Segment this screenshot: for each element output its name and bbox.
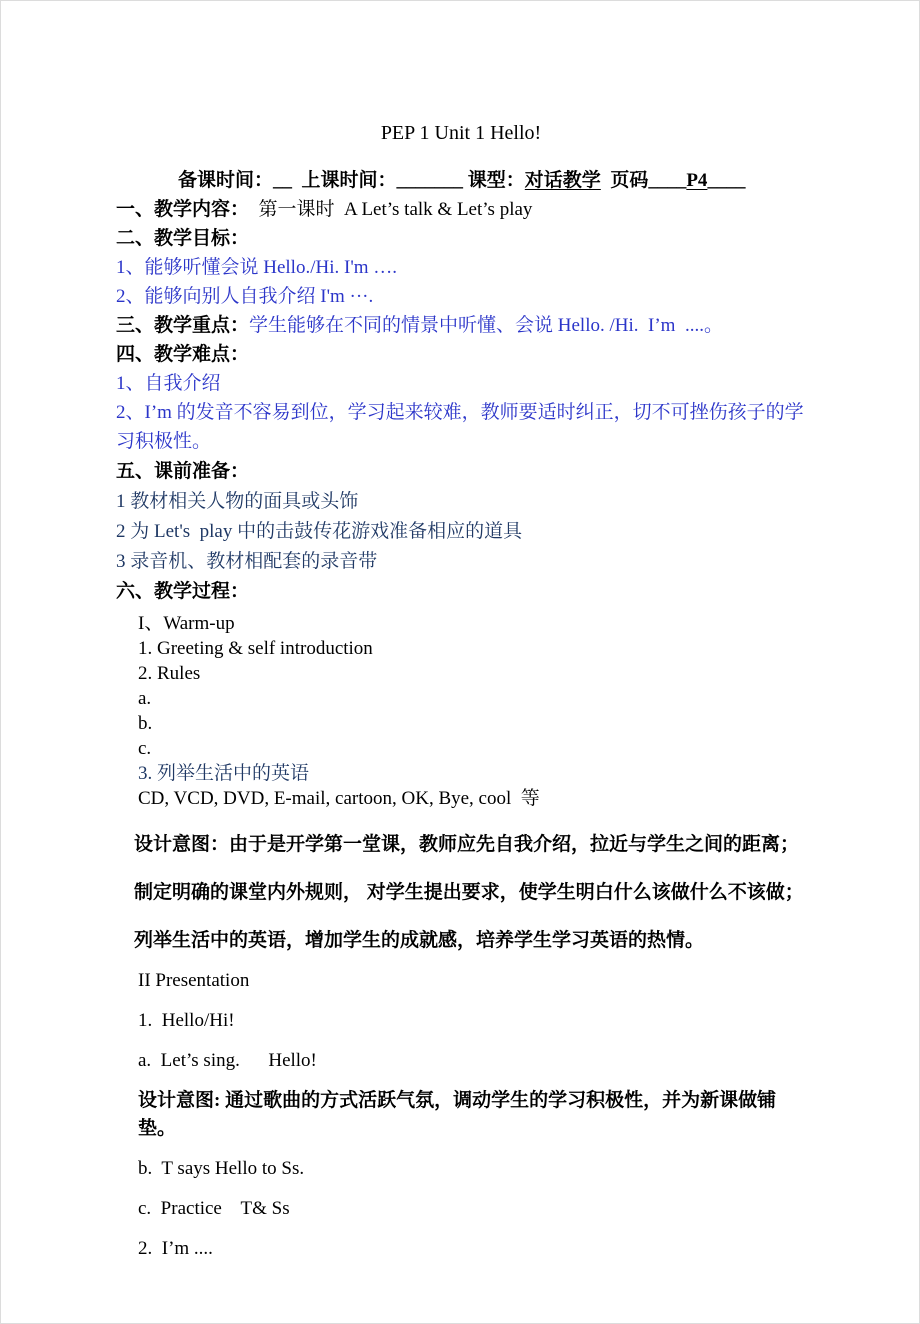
overview-section (116, 195, 806, 456)
text-segment: 上课时间： (292, 170, 397, 191)
heading-teaching-process (116, 577, 806, 607)
heading-class-preparation (116, 457, 806, 487)
text-segment: b. (138, 713, 153, 734)
text-segment: 1、能够听懂会说 Hello./Hi. I'm …. (116, 257, 398, 278)
presentation-item-1c (138, 1195, 806, 1223)
text-segment: 学生能够在不同的情景中听懂、会说 Hello. /Hi. I’m ....。 (249, 315, 723, 336)
text-segment: __ (273, 170, 293, 191)
text-segment: c. (138, 738, 152, 759)
warmup-item-3 (138, 761, 806, 786)
text-segment: 一、教学内容： (116, 199, 250, 220)
presentation-heading (138, 967, 806, 995)
text-segment: 三、教学重点： (116, 315, 250, 336)
text-segment: 3. 列举生活中的英语 (138, 763, 310, 784)
meta-section (116, 166, 806, 195)
text-segment: 1. Greeting & self introduction (138, 638, 373, 659)
text-segment: a. (138, 688, 152, 709)
text-segment: 1 教材相关人物的面具或头饰 (116, 491, 359, 512)
design-intent-paragraph-2 (134, 879, 806, 907)
text-segment: 3 录音机、教材相配套的录音带 (116, 551, 378, 572)
english-examples-line (138, 786, 806, 811)
text-segment: 设计意图：由于是开学第一堂课，教师应先自我介绍，拉近与学生之间的距离； (134, 834, 800, 855)
text-segment: a. Let’s sing. Hello! (138, 1050, 317, 1071)
presentation-item-1a (138, 1047, 806, 1075)
difficulty-item-2 (116, 398, 806, 456)
text-segment: II Presentation (138, 970, 250, 991)
heading-teaching-difficulty (116, 340, 806, 369)
text-segment: _______ (396, 170, 464, 191)
text-segment: 2. I’m .... (138, 1238, 213, 1259)
warmup-heading (138, 611, 806, 636)
warmup-item-2 (138, 661, 806, 686)
text-segment: 第一课时 A Let’s talk & Let’s play (249, 199, 533, 220)
design-intent-section (116, 831, 806, 955)
text-segment: ____ (707, 170, 746, 191)
text-segment: 2、能够向别人自我介绍 I'm ···. (116, 286, 374, 307)
design-intent-paragraph-4 (138, 1087, 806, 1143)
text-segment: CD, VCD, DVD, E-mail, cartoon, OK, Bye, cool 等 (138, 788, 540, 809)
goal-item-2 (116, 282, 806, 311)
text-segment: 页码 (600, 170, 649, 191)
text-segment: 对话教学 (524, 170, 601, 191)
text-segment: c. Practice T& Ss (138, 1198, 290, 1219)
difficulty-item-1 (116, 369, 806, 398)
document-title: PEP 1 Unit 1 Hello! (380, 122, 542, 144)
text-segment: 1、自我介绍 (116, 373, 221, 394)
text-segment: 设计意图: 通过歌曲的方式活跃气氛，调动学生的学习积极性，并为新课做铺垫。 (138, 1090, 777, 1139)
text-segment: b. T says Hello to Ss. (138, 1158, 305, 1179)
design-intent-paragraph-3 (134, 927, 806, 955)
text-segment: 备课时间： (178, 170, 274, 191)
text-segment: 列举生活中的英语，增加学生的成就感，培养学生学习英语的热情。 (134, 930, 705, 951)
text-segment: 2、I’m 的发音不容易到位，学习起来较难，教师要适时纠正，切不可挫伤孩子的学习积极性。 (116, 402, 804, 452)
text-segment: P4 (686, 170, 708, 191)
text-segment: 四、教学难点： (116, 344, 250, 365)
text-segment: 六、教学过程： (116, 581, 250, 602)
text-segment: 制定明确的课堂内外规则， 对学生提出要求，使学生明白什么该做什么不该做； (134, 882, 804, 903)
design-intent-paragraph-1 (134, 831, 806, 859)
warmup-rule-b (138, 711, 806, 736)
heading-teaching-goals (116, 224, 806, 253)
heading-teaching-focus (116, 311, 806, 340)
warmup-item-1 (138, 636, 806, 661)
presentation-section (116, 967, 806, 1263)
preparation-item-1 (116, 487, 806, 517)
text-segment: I、Warm-up (138, 613, 235, 634)
presentation-item-2 (138, 1235, 806, 1263)
text-segment: 2. Rules (138, 663, 201, 684)
heading-teaching-content (116, 195, 806, 224)
meta-line (178, 166, 806, 195)
text-segment: 二、教学目标： (116, 228, 250, 249)
goal-item-1 (116, 253, 806, 282)
preparation-item-3 (116, 547, 806, 577)
text-segment: 1. Hello/Hi! (138, 1010, 235, 1031)
document-body (116, 166, 806, 1263)
presentation-item-1b (138, 1155, 806, 1183)
warmup-rule-a (138, 686, 806, 711)
warmup-section (116, 611, 806, 811)
presentation-item-1 (138, 1007, 806, 1035)
preparation-item-2 (116, 517, 806, 547)
text-segment: 五、课前准备： (116, 461, 250, 482)
text-segment: ____ (648, 170, 687, 191)
warmup-rule-c (138, 736, 806, 761)
text-segment: 2 为 Let's play 中的击鼓传花游戏准备相应的道具 (116, 521, 523, 542)
text-segment: 课型： (463, 170, 525, 191)
preparation-section (116, 457, 806, 607)
